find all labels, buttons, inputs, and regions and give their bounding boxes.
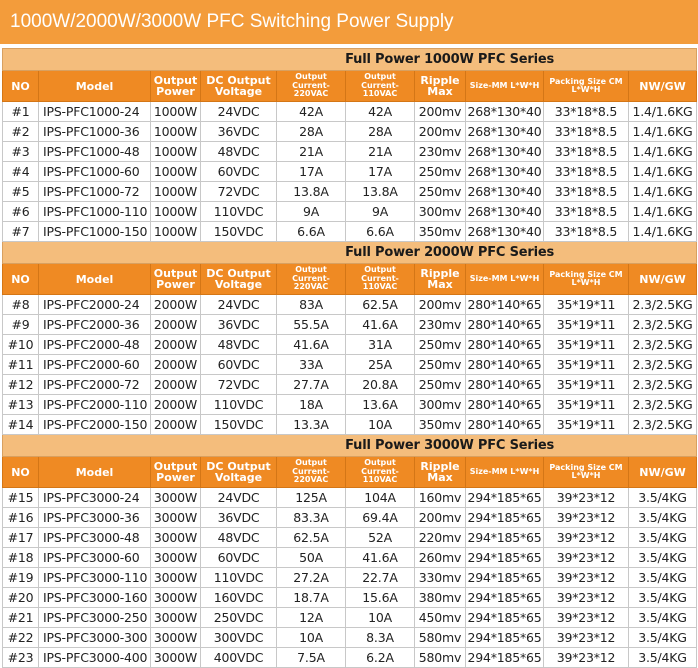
cell-output-power: 2000W	[151, 335, 201, 355]
cell-dc-output-voltage: 300VDC	[201, 628, 277, 648]
cell-nw-gw: 1.4/1.6KG	[629, 142, 697, 162]
column-header-packing-size: Packing Size CM L*W*H	[544, 457, 629, 488]
cell-current-110vac: 42A	[346, 102, 415, 122]
cell-size-mm: 294*185*65	[466, 648, 544, 668]
cell-no: #19	[3, 568, 39, 588]
column-header-model: Model	[39, 71, 151, 102]
cell-packing-size: 39*23*12	[544, 588, 629, 608]
table-row	[3, 588, 697, 608]
table-row	[3, 488, 697, 508]
column-header-current-220vac: Output Current-220VAC	[277, 457, 346, 488]
column-header-no: NO	[3, 71, 39, 102]
cell-packing-size: 35*19*11	[544, 335, 629, 355]
cell-no: #22	[3, 628, 39, 648]
cell-nw-gw: 3.5/4KG	[629, 568, 697, 588]
cell-ripple-max: 580mv	[415, 628, 466, 648]
cell-ripple-max: 250mv	[415, 375, 466, 395]
cell-dc-output-voltage: 48VDC	[201, 528, 277, 548]
cell-current-110vac: 28A	[346, 122, 415, 142]
cell-nw-gw: 1.4/1.6KG	[629, 222, 697, 242]
cell-current-220vac: 9A	[277, 202, 346, 222]
cell-model: IPS-PFC3000-110	[39, 568, 151, 588]
cell-output-power: 3000W	[151, 488, 201, 508]
cell-packing-size: 35*19*11	[544, 395, 629, 415]
cell-ripple-max: 250mv	[415, 335, 466, 355]
cell-packing-size: 39*23*12	[544, 628, 629, 648]
cell-no: #15	[3, 488, 39, 508]
cell-ripple-max: 200mv	[415, 508, 466, 528]
cell-current-220vac: 27.2A	[277, 568, 346, 588]
column-header-row	[3, 264, 697, 295]
cell-current-220vac: 18A	[277, 395, 346, 415]
cell-nw-gw: 1.4/1.6KG	[629, 102, 697, 122]
cell-dc-output-voltage: 24VDC	[201, 295, 277, 315]
column-header-size-mm: Size-MM L*W*H	[466, 264, 544, 295]
column-header-dc-output-voltage: DC Output Voltage	[201, 264, 277, 295]
cell-dc-output-voltage: 400VDC	[201, 648, 277, 668]
cell-model: IPS-PFC3000-48	[39, 528, 151, 548]
cell-no: #12	[3, 375, 39, 395]
cell-size-mm: 294*185*65	[466, 628, 544, 648]
cell-no: #20	[3, 588, 39, 608]
cell-size-mm: 268*130*40	[466, 222, 544, 242]
cell-nw-gw: 1.4/1.6KG	[629, 122, 697, 142]
cell-no: #13	[3, 395, 39, 415]
cell-packing-size: 35*19*11	[544, 355, 629, 375]
table-row	[3, 222, 697, 242]
cell-ripple-max: 160mv	[415, 488, 466, 508]
cell-nw-gw: 2.3/2.5KG	[629, 295, 697, 315]
section-title: Full Power 2000W PFC Series	[3, 242, 697, 264]
cell-current-110vac: 6.2A	[346, 648, 415, 668]
column-header-packing-size: Packing Size CM L*W*H	[544, 71, 629, 102]
cell-model: IPS-PFC1000-150	[39, 222, 151, 242]
column-header-current-220vac: Output Current-220VAC	[277, 71, 346, 102]
column-header-ripple-max: Ripple Max	[415, 264, 466, 295]
cell-model: IPS-PFC3000-400	[39, 648, 151, 668]
cell-no: #10	[3, 335, 39, 355]
cell-no: #8	[3, 295, 39, 315]
cell-dc-output-voltage: 24VDC	[201, 102, 277, 122]
cell-model: IPS-PFC3000-60	[39, 548, 151, 568]
cell-dc-output-voltage: 150VDC	[201, 415, 277, 435]
page-title: 1000W/2000W/3000W PFC Switching Power Supply	[0, 0, 698, 44]
cell-packing-size: 35*19*11	[544, 415, 629, 435]
section-title-row	[3, 49, 697, 71]
table-row	[3, 202, 697, 222]
cell-size-mm: 280*140*65	[466, 415, 544, 435]
cell-packing-size: 33*18*8.5	[544, 202, 629, 222]
cell-current-220vac: 50A	[277, 548, 346, 568]
column-header-ripple-max: Ripple Max	[415, 457, 466, 488]
cell-model: IPS-PFC3000-24	[39, 488, 151, 508]
cell-ripple-max: 580mv	[415, 648, 466, 668]
cell-dc-output-voltage: 36VDC	[201, 122, 277, 142]
cell-model: IPS-PFC3000-160	[39, 588, 151, 608]
cell-nw-gw: 3.5/4KG	[629, 608, 697, 628]
column-header-dc-output-voltage: DC Output Voltage	[201, 71, 277, 102]
column-header-nw-gw: NW/GW	[629, 264, 697, 295]
column-header-current-110vac: Output Current-110VAC	[346, 264, 415, 295]
cell-model: IPS-PFC2000-150	[39, 415, 151, 435]
cell-size-mm: 280*140*65	[466, 355, 544, 375]
cell-current-110vac: 22.7A	[346, 568, 415, 588]
cell-packing-size: 33*18*8.5	[544, 102, 629, 122]
column-header-row	[3, 457, 697, 488]
cell-nw-gw: 3.5/4KG	[629, 488, 697, 508]
cell-dc-output-voltage: 72VDC	[201, 182, 277, 202]
cell-current-110vac: 52A	[346, 528, 415, 548]
cell-nw-gw: 3.5/4KG	[629, 648, 697, 668]
cell-no: #18	[3, 548, 39, 568]
cell-nw-gw: 2.3/2.5KG	[629, 375, 697, 395]
cell-no: #23	[3, 648, 39, 668]
cell-ripple-max: 250mv	[415, 182, 466, 202]
cell-model: IPS-PFC1000-72	[39, 182, 151, 202]
cell-ripple-max: 380mv	[415, 588, 466, 608]
cell-ripple-max: 300mv	[415, 395, 466, 415]
cell-ripple-max: 300mv	[415, 202, 466, 222]
cell-current-220vac: 28A	[277, 122, 346, 142]
cell-no: #9	[3, 315, 39, 335]
cell-nw-gw: 2.3/2.5KG	[629, 395, 697, 415]
cell-ripple-max: 230mv	[415, 142, 466, 162]
cell-nw-gw: 2.3/2.5KG	[629, 415, 697, 435]
cell-current-110vac: 9A	[346, 202, 415, 222]
column-header-current-110vac: Output Current-110VAC	[346, 71, 415, 102]
cell-model: IPS-PFC2000-60	[39, 355, 151, 375]
cell-size-mm: 268*130*40	[466, 182, 544, 202]
column-header-no: NO	[3, 457, 39, 488]
cell-nw-gw: 3.5/4KG	[629, 508, 697, 528]
cell-current-220vac: 13.8A	[277, 182, 346, 202]
cell-model: IPS-PFC2000-48	[39, 335, 151, 355]
cell-current-220vac: 83A	[277, 295, 346, 315]
cell-output-power: 3000W	[151, 528, 201, 548]
cell-nw-gw: 1.4/1.6KG	[629, 182, 697, 202]
cell-size-mm: 294*185*65	[466, 528, 544, 548]
cell-packing-size: 39*23*12	[544, 648, 629, 668]
cell-dc-output-voltage: 60VDC	[201, 162, 277, 182]
cell-ripple-max: 250mv	[415, 355, 466, 375]
column-header-model: Model	[39, 264, 151, 295]
table-row	[3, 122, 697, 142]
cell-current-110vac: 41.6A	[346, 548, 415, 568]
cell-output-power: 1000W	[151, 122, 201, 142]
cell-current-110vac: 13.6A	[346, 395, 415, 415]
cell-current-220vac: 125A	[277, 488, 346, 508]
cell-size-mm: 294*185*65	[466, 588, 544, 608]
table-row	[3, 162, 697, 182]
column-header-output-power: Output Power	[151, 457, 201, 488]
table-row	[3, 568, 697, 588]
spec-table	[2, 48, 697, 668]
cell-current-220vac: 33A	[277, 355, 346, 375]
cell-output-power: 3000W	[151, 548, 201, 568]
cell-model: IPS-PFC2000-36	[39, 315, 151, 335]
cell-ripple-max: 450mv	[415, 608, 466, 628]
cell-current-110vac: 6.6A	[346, 222, 415, 242]
cell-output-power: 2000W	[151, 315, 201, 335]
cell-packing-size: 39*23*12	[544, 488, 629, 508]
cell-current-110vac: 17A	[346, 162, 415, 182]
column-header-nw-gw: NW/GW	[629, 71, 697, 102]
cell-packing-size: 35*19*11	[544, 295, 629, 315]
cell-dc-output-voltage: 110VDC	[201, 395, 277, 415]
cell-no: #3	[3, 142, 39, 162]
cell-dc-output-voltage: 36VDC	[201, 508, 277, 528]
cell-packing-size: 33*18*8.5	[544, 142, 629, 162]
cell-size-mm: 268*130*40	[466, 202, 544, 222]
cell-size-mm: 294*185*65	[466, 508, 544, 528]
cell-model: IPS-PFC2000-72	[39, 375, 151, 395]
cell-size-mm: 280*140*65	[466, 395, 544, 415]
cell-current-110vac: 25A	[346, 355, 415, 375]
cell-size-mm: 280*140*65	[466, 295, 544, 315]
cell-nw-gw: 2.3/2.5KG	[629, 335, 697, 355]
cell-current-220vac: 18.7A	[277, 588, 346, 608]
cell-current-110vac: 15.6A	[346, 588, 415, 608]
cell-packing-size: 33*18*8.5	[544, 162, 629, 182]
cell-current-110vac: 8.3A	[346, 628, 415, 648]
cell-model: IPS-PFC3000-36	[39, 508, 151, 528]
cell-model: IPS-PFC3000-250	[39, 608, 151, 628]
cell-ripple-max: 350mv	[415, 222, 466, 242]
cell-current-110vac: 10A	[346, 415, 415, 435]
table-row	[3, 335, 697, 355]
cell-output-power: 1000W	[151, 182, 201, 202]
cell-model: IPS-PFC2000-110	[39, 395, 151, 415]
cell-ripple-max: 350mv	[415, 415, 466, 435]
section-title-row	[3, 242, 697, 264]
cell-current-110vac: 13.8A	[346, 182, 415, 202]
table-row	[3, 182, 697, 202]
cell-current-220vac: 27.7A	[277, 375, 346, 395]
cell-output-power: 3000W	[151, 588, 201, 608]
cell-current-220vac: 12A	[277, 608, 346, 628]
cell-dc-output-voltage: 250VDC	[201, 608, 277, 628]
cell-size-mm: 268*130*40	[466, 122, 544, 142]
cell-nw-gw: 3.5/4KG	[629, 628, 697, 648]
cell-output-power: 1000W	[151, 222, 201, 242]
section-title: Full Power 1000W PFC Series	[3, 49, 697, 71]
cell-output-power: 3000W	[151, 608, 201, 628]
column-header-nw-gw: NW/GW	[629, 457, 697, 488]
cell-nw-gw: 2.3/2.5KG	[629, 355, 697, 375]
column-header-current-220vac: Output Current-220VAC	[277, 264, 346, 295]
cell-current-220vac: 83.3A	[277, 508, 346, 528]
cell-size-mm: 294*185*65	[466, 608, 544, 628]
cell-dc-output-voltage: 48VDC	[201, 142, 277, 162]
column-header-model: Model	[39, 457, 151, 488]
cell-current-110vac: 62.5A	[346, 295, 415, 315]
cell-current-220vac: 21A	[277, 142, 346, 162]
cell-model: IPS-PFC1000-36	[39, 122, 151, 142]
cell-current-220vac: 6.6A	[277, 222, 346, 242]
cell-current-110vac: 21A	[346, 142, 415, 162]
cell-no: #5	[3, 182, 39, 202]
table-row	[3, 102, 697, 122]
cell-no: #2	[3, 122, 39, 142]
table-row	[3, 315, 697, 335]
cell-dc-output-voltage: 60VDC	[201, 548, 277, 568]
cell-no: #4	[3, 162, 39, 182]
column-header-output-power: Output Power	[151, 264, 201, 295]
cell-output-power: 2000W	[151, 355, 201, 375]
cell-model: IPS-PFC3000-300	[39, 628, 151, 648]
cell-current-220vac: 62.5A	[277, 528, 346, 548]
cell-ripple-max: 200mv	[415, 122, 466, 142]
cell-no: #11	[3, 355, 39, 375]
cell-packing-size: 33*18*8.5	[544, 122, 629, 142]
column-header-ripple-max: Ripple Max	[415, 71, 466, 102]
table-row	[3, 395, 697, 415]
cell-dc-output-voltage: 72VDC	[201, 375, 277, 395]
cell-model: IPS-PFC2000-24	[39, 295, 151, 315]
cell-size-mm: 280*140*65	[466, 375, 544, 395]
cell-size-mm: 294*185*65	[466, 488, 544, 508]
column-header-row	[3, 71, 697, 102]
cell-packing-size: 39*23*12	[544, 608, 629, 628]
cell-current-220vac: 42A	[277, 102, 346, 122]
table-row	[3, 528, 697, 548]
cell-ripple-max: 220mv	[415, 528, 466, 548]
cell-ripple-max: 260mv	[415, 548, 466, 568]
cell-no: #17	[3, 528, 39, 548]
table-row	[3, 295, 697, 315]
cell-no: #21	[3, 608, 39, 628]
cell-packing-size: 39*23*12	[544, 528, 629, 548]
cell-dc-output-voltage: 150VDC	[201, 222, 277, 242]
cell-current-220vac: 55.5A	[277, 315, 346, 335]
cell-output-power: 3000W	[151, 508, 201, 528]
cell-output-power: 2000W	[151, 295, 201, 315]
cell-nw-gw: 1.4/1.6KG	[629, 162, 697, 182]
cell-output-power: 1000W	[151, 202, 201, 222]
cell-output-power: 2000W	[151, 395, 201, 415]
cell-current-220vac: 10A	[277, 628, 346, 648]
cell-packing-size: 33*18*8.5	[544, 182, 629, 202]
column-header-no: NO	[3, 264, 39, 295]
column-header-size-mm: Size-MM L*W*H	[466, 457, 544, 488]
cell-model: IPS-PFC1000-110	[39, 202, 151, 222]
cell-dc-output-voltage: 36VDC	[201, 315, 277, 335]
cell-dc-output-voltage: 60VDC	[201, 355, 277, 375]
table-row	[3, 628, 697, 648]
cell-nw-gw: 3.5/4KG	[629, 588, 697, 608]
cell-no: #14	[3, 415, 39, 435]
cell-output-power: 3000W	[151, 568, 201, 588]
table-row	[3, 375, 697, 395]
column-header-output-power: Output Power	[151, 71, 201, 102]
cell-current-220vac: 41.6A	[277, 335, 346, 355]
cell-size-mm: 268*130*40	[466, 102, 544, 122]
cell-dc-output-voltage: 110VDC	[201, 568, 277, 588]
table-row	[3, 355, 697, 375]
cell-size-mm: 268*130*40	[466, 162, 544, 182]
cell-packing-size: 33*18*8.5	[544, 222, 629, 242]
cell-current-220vac: 17A	[277, 162, 346, 182]
cell-current-110vac: 10A	[346, 608, 415, 628]
cell-output-power: 2000W	[151, 415, 201, 435]
table-row	[3, 548, 697, 568]
cell-model: IPS-PFC1000-24	[39, 102, 151, 122]
cell-current-220vac: 7.5A	[277, 648, 346, 668]
section-title-row	[3, 435, 697, 457]
column-header-size-mm: Size-MM L*W*H	[466, 71, 544, 102]
cell-packing-size: 39*23*12	[544, 568, 629, 588]
cell-no: #1	[3, 102, 39, 122]
cell-model: IPS-PFC1000-48	[39, 142, 151, 162]
cell-packing-size: 39*23*12	[544, 508, 629, 528]
cell-size-mm: 280*140*65	[466, 315, 544, 335]
cell-ripple-max: 330mv	[415, 568, 466, 588]
cell-dc-output-voltage: 160VDC	[201, 588, 277, 608]
cell-output-power: 1000W	[151, 142, 201, 162]
cell-packing-size: 35*19*11	[544, 315, 629, 335]
cell-dc-output-voltage: 110VDC	[201, 202, 277, 222]
cell-size-mm: 294*185*65	[466, 548, 544, 568]
column-header-current-110vac: Output Current-110VAC	[346, 457, 415, 488]
cell-output-power: 1000W	[151, 102, 201, 122]
column-header-dc-output-voltage: DC Output Voltage	[201, 457, 277, 488]
cell-nw-gw: 3.5/4KG	[629, 528, 697, 548]
cell-output-power: 3000W	[151, 648, 201, 668]
cell-model: IPS-PFC1000-60	[39, 162, 151, 182]
cell-ripple-max: 250mv	[415, 162, 466, 182]
cell-current-110vac: 31A	[346, 335, 415, 355]
cell-nw-gw: 2.3/2.5KG	[629, 315, 697, 335]
cell-output-power: 1000W	[151, 162, 201, 182]
cell-current-110vac: 20.8A	[346, 375, 415, 395]
cell-current-110vac: 69.4A	[346, 508, 415, 528]
column-header-packing-size: Packing Size CM L*W*H	[544, 264, 629, 295]
table-row	[3, 648, 697, 668]
cell-dc-output-voltage: 24VDC	[201, 488, 277, 508]
cell-ripple-max: 230mv	[415, 315, 466, 335]
cell-nw-gw: 3.5/4KG	[629, 548, 697, 568]
cell-output-power: 2000W	[151, 375, 201, 395]
table-row	[3, 415, 697, 435]
cell-dc-output-voltage: 48VDC	[201, 335, 277, 355]
cell-current-110vac: 41.6A	[346, 315, 415, 335]
cell-nw-gw: 1.4/1.6KG	[629, 202, 697, 222]
cell-ripple-max: 200mv	[415, 102, 466, 122]
cell-size-mm: 294*185*65	[466, 568, 544, 588]
cell-no: #16	[3, 508, 39, 528]
cell-no: #7	[3, 222, 39, 242]
cell-packing-size: 39*23*12	[544, 548, 629, 568]
table-row	[3, 608, 697, 628]
cell-current-110vac: 104A	[346, 488, 415, 508]
cell-size-mm: 280*140*65	[466, 335, 544, 355]
table-row	[3, 508, 697, 528]
cell-current-220vac: 13.3A	[277, 415, 346, 435]
section-title: Full Power 3000W PFC Series	[3, 435, 697, 457]
cell-size-mm: 268*130*40	[466, 142, 544, 162]
table-row	[3, 142, 697, 162]
cell-output-power: 3000W	[151, 628, 201, 648]
cell-no: #6	[3, 202, 39, 222]
cell-packing-size: 35*19*11	[544, 375, 629, 395]
cell-ripple-max: 200mv	[415, 295, 466, 315]
